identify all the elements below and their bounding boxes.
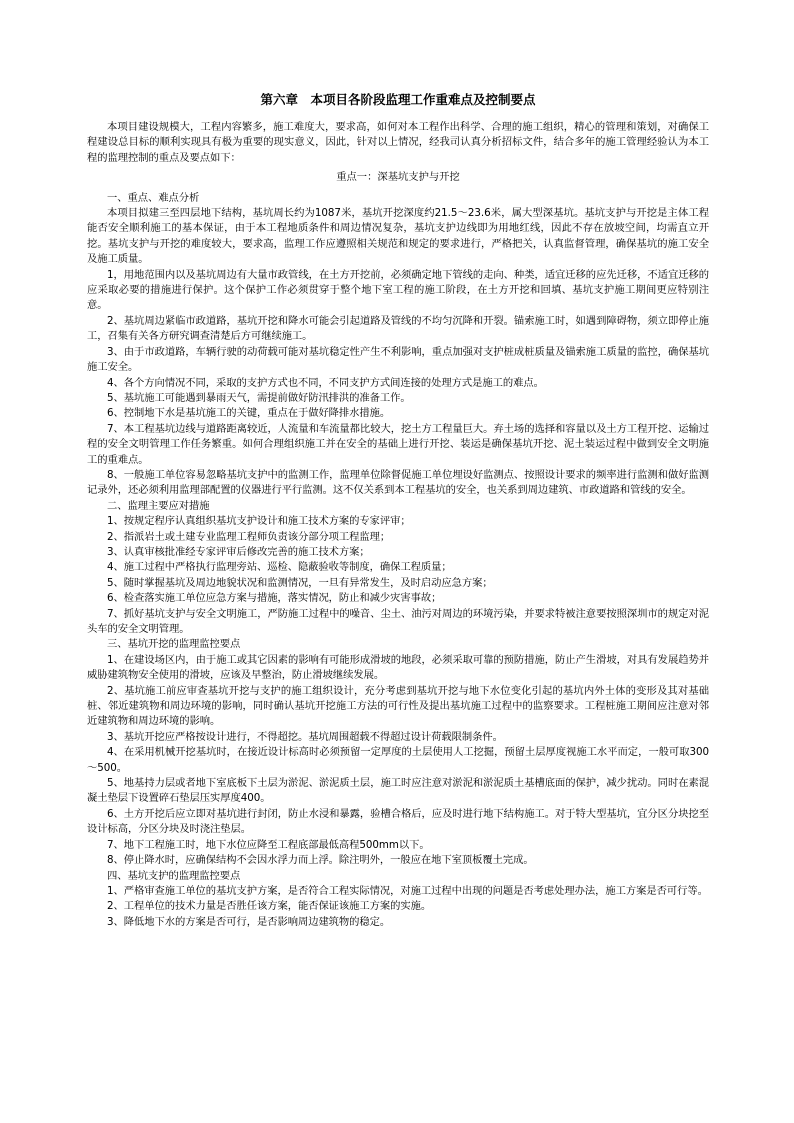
paragraph: 8、一般施工单位容易忽略基坑支护中的监测工作，监理单位除督促施工单位埋设好监测点、按照设计要求的频率进行监测和做好监测记录外，还必须利用监理部配置的仪器进行平行监测。这不仅关系到本工程基坑的安全，也关系到周边建筑、市政道路和管线的安全。 xyxy=(87,468,709,497)
paragraph: 3、基坑开挖应严格按设计进行，不得超挖。基坑周围超载不得超过设计荷载限制条件。 xyxy=(107,730,503,743)
paragraph: 1，用地范围内以及基坑周边有大量市政管线，在土方开挖前，必须确定地下管线的走向、种类，适宜迁移的应先迁移，不适宜迁移的应采取必要的措施进行保护。这个保护工作必须贯穿于整个地下室工程的施工阶段，在土方开挖和回填、基坑支护施工期间更应特别注意。 xyxy=(87,268,709,312)
paragraph: 5、随时掌握基坑及周边地貌状况和监测情况，一旦有异常发生，及时启动应急方案； xyxy=(107,576,493,589)
paragraph: 1、在建设场区内，由于施工或其它因素的影响有可能形成滑坡的地段，必须采取可靠的预防措施，防止产生滑坡，对具有发展趋势并威胁建筑物安全使用的滑坡，应该及早整治，防止滑坡继续发展。 xyxy=(87,653,709,682)
key-point-heading: 重点一：深基坑支护与开挖 xyxy=(336,171,460,184)
intro-paragraph: 本项目建设规模大，工程内容繁多，施工难度大，要求高，如何对本工程作出科学、合理的施工组织，精心的管理和策划，对确保工程建设总目标的顺利实现具有极为重要的现实意义，因此，针对以上情况，经我司认真分析招标文件，结合多年的施工管理经验认为本工程的监理控制的重点及要点如下： xyxy=(87,121,709,164)
paragraph: 4、各个方向情况不同，采取的支护方式也不同，不同支护方式间连接的处理方式是施工的难点。 xyxy=(107,376,544,389)
paragraph: 2、工程单位的技术力量是否胜任该方案，能否保证该施工方案的实施。 xyxy=(107,900,432,913)
paragraph: 4、在采用机械开挖基坑时，在接近设计标高时必须预留一定厚度的土层使用人工挖掘，预留土层厚度视施工水平而定，一般可取300～500。 xyxy=(87,746,709,774)
document-page xyxy=(87,92,709,930)
section-heading-excavation: 三、基坑开挖的监理监控要点 xyxy=(107,638,241,651)
paragraph: 7、本工程基坑边线与道路距离较近，人流量和车流量都比较大，挖土方工程量巨大。弃土场的选择和容量以及土方工程开挖、运输过程的安全文明管理工作任务繁重。如何合理组织施工并在安全的基础上进行开挖、装运是确保基坑开挖、泥土装运过程中做到安全文明施工的重难点。 xyxy=(87,422,709,466)
paragraph: 7、抓好基坑支护与安全文明施工，严防施工过程中的噪音、尘土、油污对周边的环境污染，并要求特被注意要按照深圳市的规定对泥头车的安全文明管理。 xyxy=(87,607,709,635)
paragraph: 3、认真审核批准经专家评审后修改完善的施工技术方案； xyxy=(107,545,370,558)
paragraph: 6、土方开挖后应立即对基坑进行封闭，防止水浸和暴露，验槽合格后，应及时进行地下结构施工。对于特大型基坑，宜分区分块挖至设计标高，分区分块及时浇注垫层。 xyxy=(87,807,709,836)
paragraph: 6、检查落实施工单位应急方案与措施，落实情况，防止和减少灾害事故； xyxy=(107,592,442,605)
paragraph: 2、基坑施工前应审查基坑开挖与支护的施工组织设计，充分考虑到基坑开挖与地下水位变化引起的基坑内外土体的变形及其对基础桩、邻近建筑物和周边环境的影响，同时确认基坑开挖施工方法的可行性及提出基坑施工过程中的监察要求。工程桩施工期间应注意对邻近建筑物和周边环境的影响。 xyxy=(87,684,709,728)
paragraph: 7、地下工程施工时，地下水位应降至工程底部最低高程500mm以下。 xyxy=(107,838,430,851)
section-heading-measures: 二、监理主要应对措施 xyxy=(107,499,210,512)
paragraph: 1、按规定程序认真组织基坑支护设计和施工技术方案的专家评审； xyxy=(107,515,411,528)
paragraph: 2、基坑周边紧临市政道路，基坑开挖和降水可能会引起道路及管线的不均匀沉降和开裂。锚索施工时，如遇到障碍物，须立即停止施工，召集有关各方研究调查清楚后方可继续施工。 xyxy=(87,314,709,343)
section-heading-support: 四、基坑支护的监理监控要点 xyxy=(107,869,241,882)
paragraph: 4、施工过程中严格执行监理旁站、巡检、隐蔽验收等制度，确保工程质量； xyxy=(107,561,452,574)
paragraph: 5、基坑施工可能遇到暴雨天气，需提前做好防汛排洪的准备工作。 xyxy=(107,391,411,404)
paragraph: 5、地基持力层或者地下室底板下土层为淤泥、淤泥质土层，施工时应注意对淤泥和淤泥质土基槽底面的保护，减少扰动。同时在素混凝土垫层下设置碎石垫层压实厚度400。 xyxy=(87,777,709,805)
paragraph: 本项目拟建三至四层地下结构，基坑周长约为1087米，基坑开挖深度约21.5～23.6米，属大型深基坑。基坑支护与开挖是主体工程能否安全顺利施工的基本保证，由于本工程地质条件和周边情况复杂，基坑支护边线即为用地红线，因此不存在放坡空间，均需直立开挖。基坑支护与开挖的难度较大，要求高，监理工作应遵照相关规范和规定的要求进行，严格把关，认真监督管理，确保基坑的施工安全及施工质量。 xyxy=(87,207,709,266)
paragraph: 3、降低地下水的方案是否可行，是否影响周边建筑物的稳定。 xyxy=(107,915,391,928)
paragraph: 8、停止降水时，应确保结构不会因水浮力而上浮。除注明外，一般应在地下室顶板覆土完成。 xyxy=(107,854,534,867)
paragraph: 6、控制地下水是基坑施工的关键，重点在于做好降排水措施。 xyxy=(107,407,391,420)
paragraph: 1、严格审查施工单位的基坑支护方案，是否符合工程实际情况，对施工过程中出现的问题是否考虑处理办法，施工方案是否可行等。 xyxy=(107,884,708,897)
paragraph: 3、由于市政道路，车辆行驶的动荷载可能对基坑稳定性产生不利影响，重点加强对支护桩成桩质量及锚索施工质量的监控，确保基坑施工安全。 xyxy=(87,345,709,374)
paragraph: 2、指派岩土或土建专业监理工程师负责该分部分项工程监理； xyxy=(107,530,391,543)
chapter-title: 第六章 本项目各阶段监理工作重难点及控制要点 xyxy=(260,92,536,107)
section-heading-analysis: 一、重点、难点分析 xyxy=(107,191,200,204)
